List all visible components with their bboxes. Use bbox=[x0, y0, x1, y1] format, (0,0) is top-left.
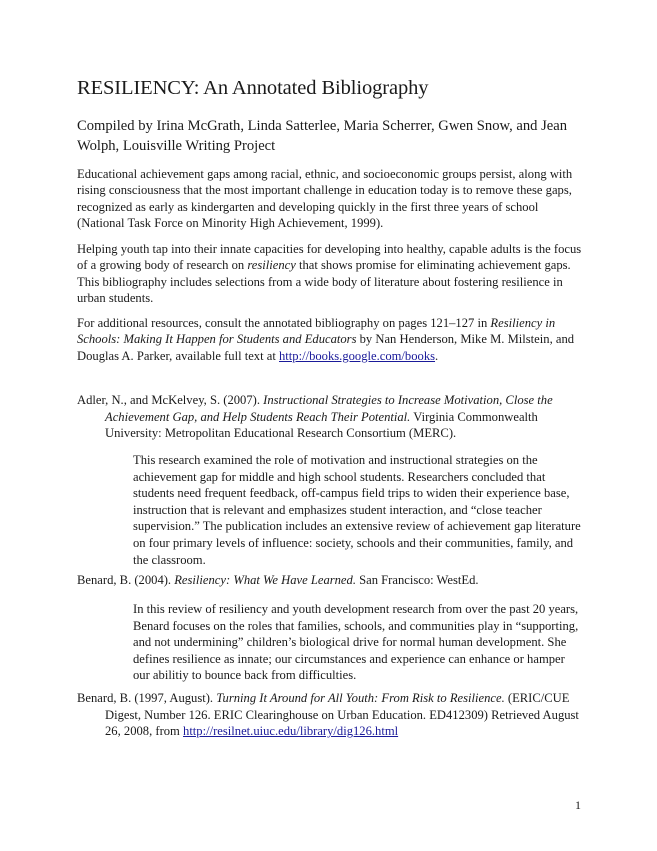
citation-title: Turning It Around for All Youth: From Risk to Resilience. bbox=[216, 691, 505, 705]
citation-publisher: San Francisco: WestEd. bbox=[355, 573, 479, 587]
resilnet-link[interactable]: http://resilnet.uiuc.edu/library/dig126.html bbox=[183, 724, 399, 739]
text: Helping youth tap into their innate capacities for developing into healthy, capable adults is the focus of a growing body of research on bbox=[77, 242, 582, 273]
intro-paragraph-2 bbox=[77, 241, 587, 307]
document-title: RESILIENCY: An Annotated Bibliography bbox=[77, 77, 429, 99]
citation-authors: Adler, N., and McKelvey, S. (2007). bbox=[77, 393, 264, 407]
reference-adler-2007 bbox=[77, 392, 582, 442]
emphasis-resiliency: resiliency bbox=[247, 258, 296, 273]
text: that shows promise for eliminating achievement gaps. This bibliography includes selections from a wide body of literature about fostering resilience in urban students. bbox=[77, 258, 571, 306]
reference-benard-1997 bbox=[77, 690, 587, 740]
text: . bbox=[435, 348, 439, 363]
intro-paragraph-3 bbox=[77, 315, 587, 364]
citation-authors: Benard, B. (1997, August). bbox=[77, 691, 217, 705]
reference-benard-2004 bbox=[77, 572, 582, 589]
book-title: Resiliency in Schools: Making It Happen for Students and Educators bbox=[77, 316, 556, 347]
google-books-link[interactable]: http://books.google.com/books bbox=[279, 348, 436, 363]
citation-publisher: Virginia Commonwealth University: Metropolitan Educational Research Consortium (MERC). bbox=[105, 409, 538, 441]
page-number: 1 bbox=[575, 798, 581, 812]
annotation-adler-2007: This research examined the role of motivation and instructional strategies on the achievement gap for middle and high school students. Researchers concluded that students need frequent feedback, off-campus field trips to widen their experience base, instruction that is relevant and emphasizes student interaction, and “close teacher supervision.” The publication includes an extensive review of achievement gap literature on four primary levels of influence: society, schools and their communities, family, and the classroom. bbox=[133, 453, 581, 567]
citation-publisher: (ERIC/CUE Digest, Number 126. ERIC Clearinghouse on Urban Education. ED412309) Retrieved August 26, 2008, from bbox=[105, 691, 579, 739]
citation-authors: Benard, B. (2004). bbox=[77, 573, 175, 587]
text: For additional resources, consult the annotated bibliography on pages 121–127 in bbox=[77, 316, 491, 330]
compiled-by: Compiled by Irina McGrath, Linda Satterlee, Maria Scherrer, Gwen Snow, and Jean Wolph, Louisville Writing Project bbox=[77, 118, 568, 154]
annotation-benard-2004: In this review of resiliency and youth development research from over the past 20 years, Benard focuses on the roles that families, schools, and communities play in “supporting, and not undermining” children’s biological drive for normal human development. She defines resilience as innate; our circumstances and experience can enhance or hamper our abilitiy to bounce back from difficulties. bbox=[133, 602, 579, 683]
intro-paragraph-1: Educational achievement gaps among racial, ethnic, and socioeconomic groups persist, along with rising consciousness that the most important challenge in education today is to remove these gaps, recognized as early as kindergarten and developing quickly in the first three years of school (National Task Force on Minority High Achievement, 1999). bbox=[77, 167, 573, 231]
citation-title: Instructional Strategies to Increase Motivation, Close the Achievement Gap, and Help Students Reach Their Potential. bbox=[105, 393, 553, 424]
text: by Nan Henderson, Mike M. Milstein, and Douglas A. Parker, available full text at bbox=[77, 332, 575, 363]
citation-title: Resiliency: What We Have Learned. bbox=[174, 573, 356, 587]
